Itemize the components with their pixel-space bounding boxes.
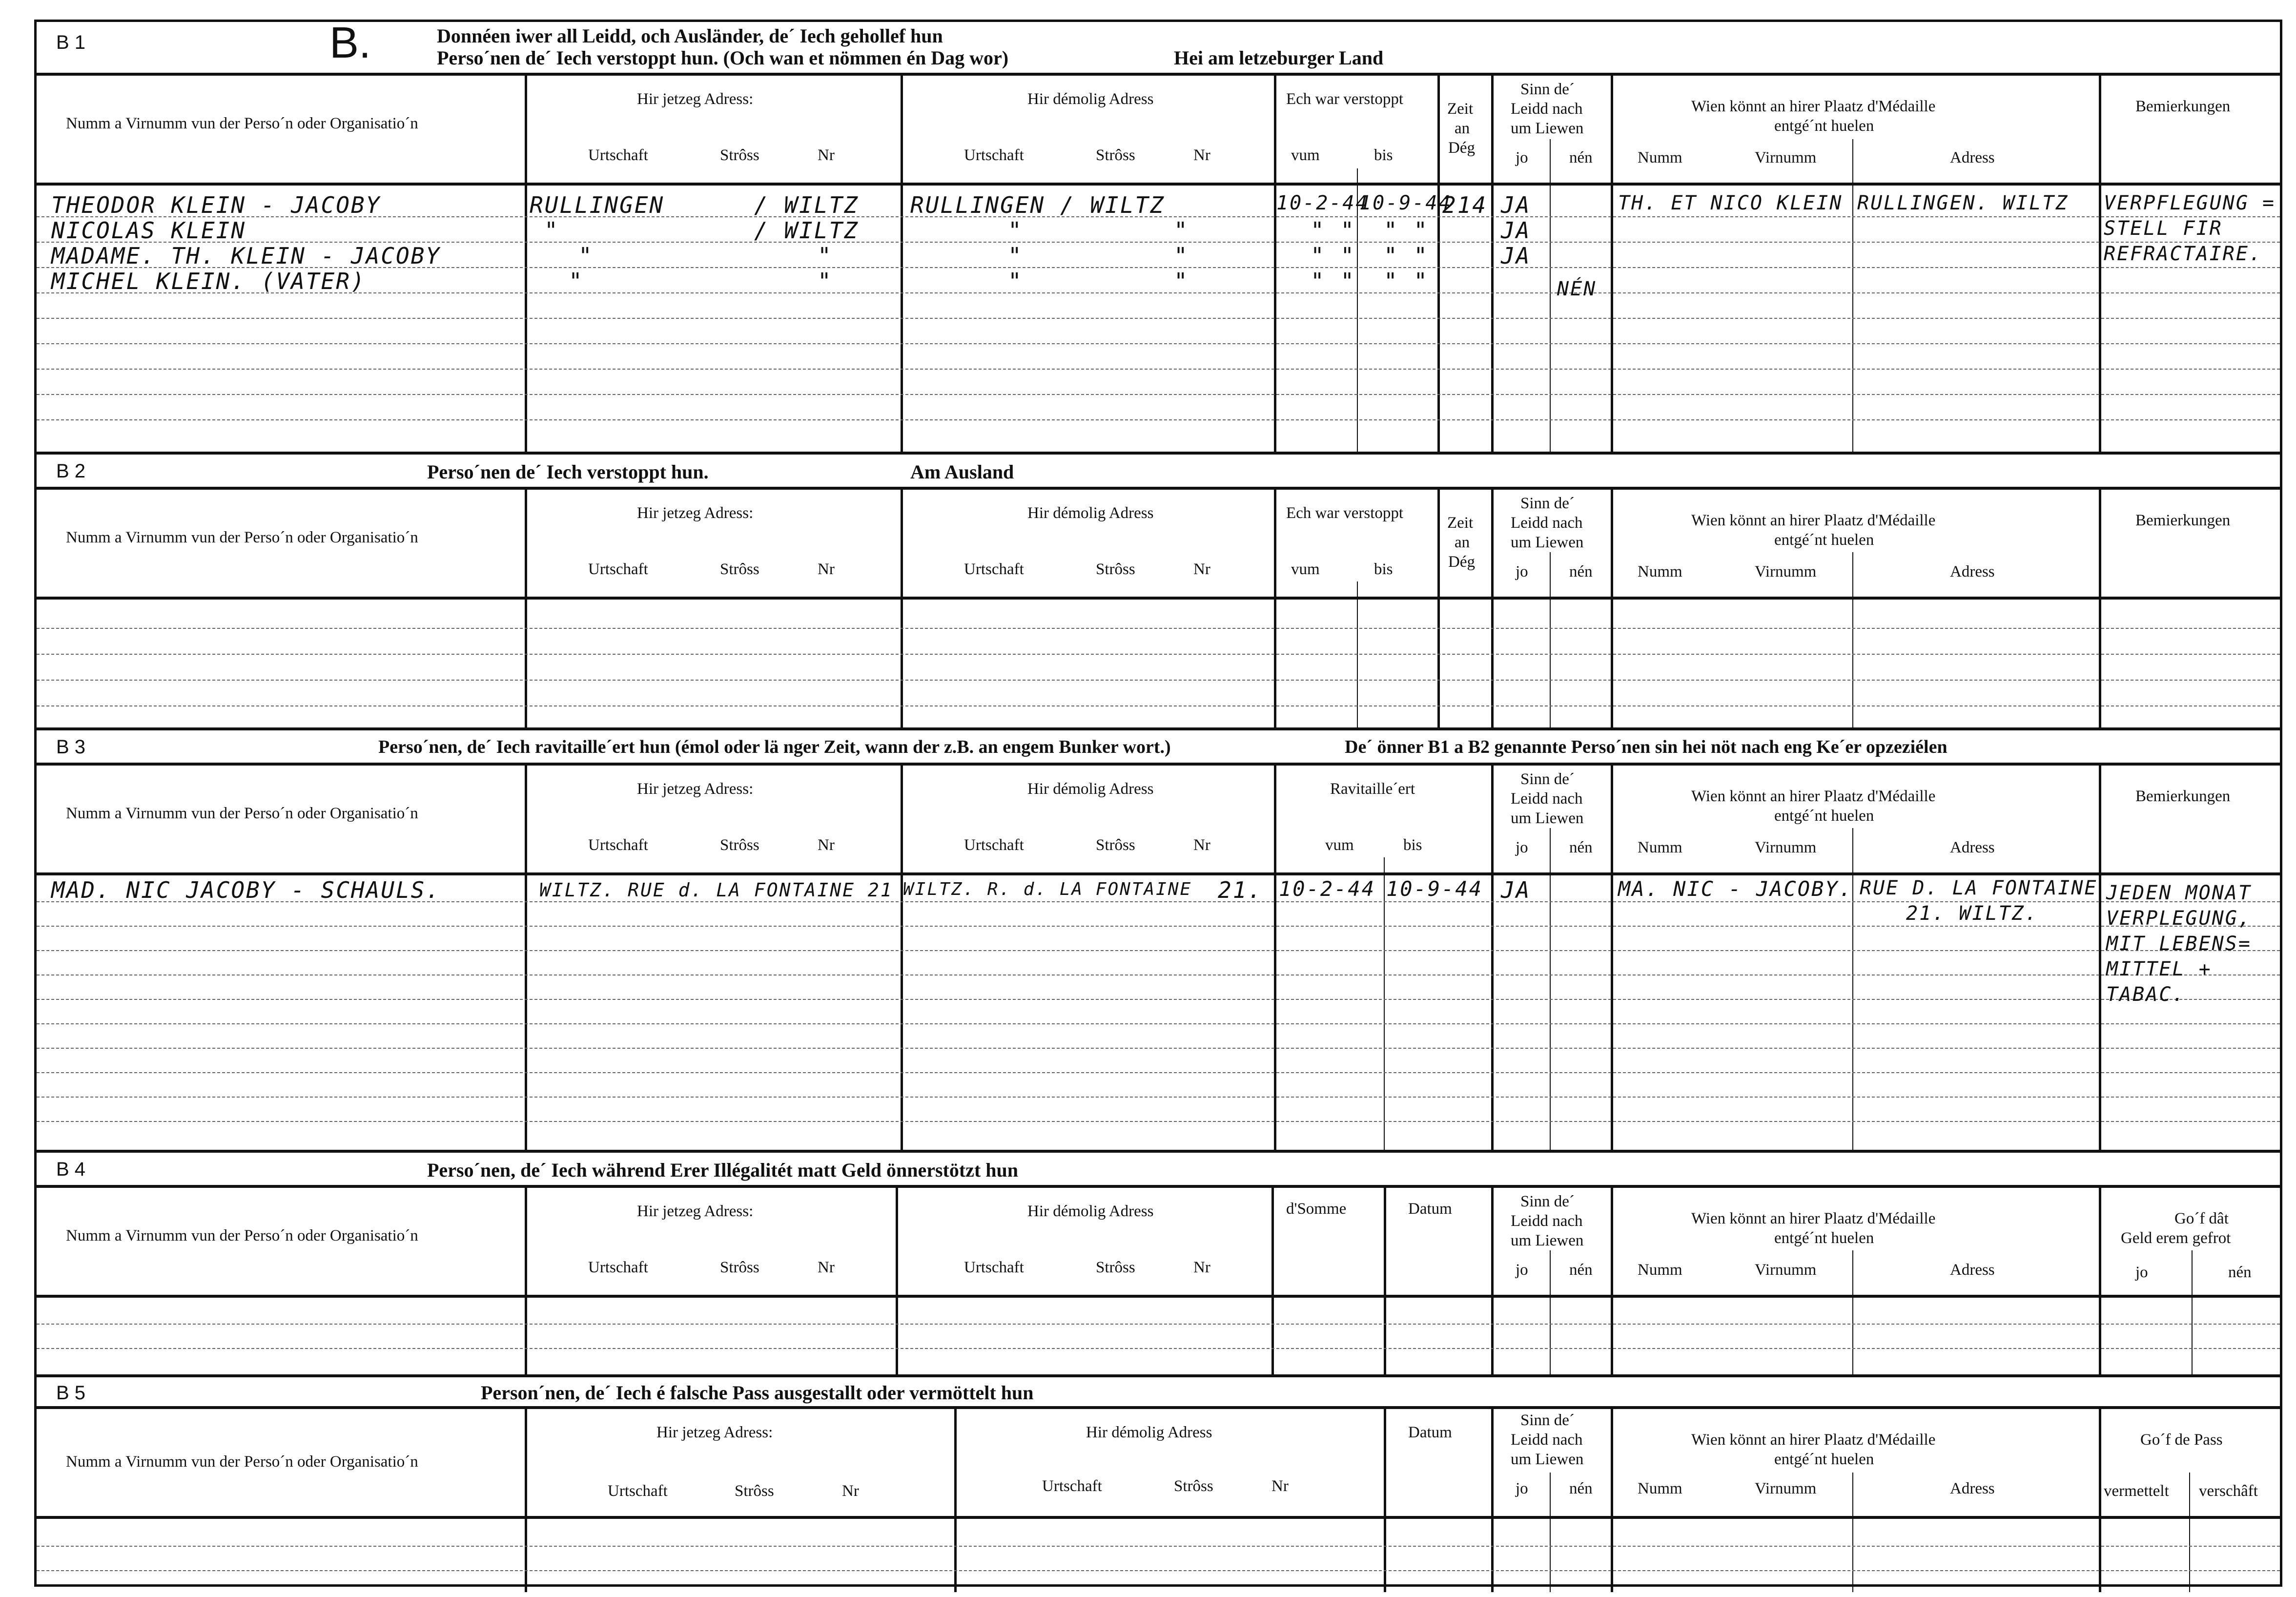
column-divider — [901, 490, 903, 730]
col-firstname-header: Virnumm — [1755, 1261, 1817, 1279]
col-name-header: Numm a Virnumm vun der Perso´n oder Organisatio´n — [66, 529, 418, 546]
remarks: VERPLEGUNG, — [2106, 907, 2252, 930]
days-hidden: 214 — [1442, 192, 1488, 218]
table-row — [37, 926, 2280, 927]
col-yes-header: jo — [1516, 563, 1528, 581]
col-street-header: Strôss — [1096, 1259, 1135, 1276]
col-alive-header: um Liewen — [1511, 120, 1584, 137]
table-row — [37, 292, 2280, 293]
section-subtitle-location: Hei am letzeburger Land — [1174, 47, 1384, 69]
hidden-to: " " — [1384, 217, 1429, 244]
col-yes-header: jo — [1516, 1261, 1528, 1279]
hidden-from: " " — [1311, 217, 1356, 244]
hidden-from: 10-2-44 — [1276, 192, 1369, 214]
section-b3 — [37, 727, 2280, 1150]
col-former-address-header: Hir démolig Adress — [1027, 1203, 1154, 1220]
col-alive-header: um Liewen — [1511, 809, 1584, 827]
medal-recipient-address: 21. WILTZ. — [1906, 902, 2038, 925]
column-divider — [901, 766, 903, 1153]
col-yes-header: jo — [1516, 1480, 1528, 1497]
person-name: MICHEL KLEIN. (VATER) — [51, 268, 366, 294]
col-alive-header: um Liewen — [1511, 1232, 1584, 1249]
section-b3-header — [37, 730, 2280, 766]
table-row — [37, 1023, 2280, 1024]
section-b1 — [37, 19, 2280, 452]
col-no-header: nén — [2228, 1264, 2252, 1281]
col-street-header: Strôss — [1096, 560, 1135, 578]
table-header — [37, 766, 2280, 875]
section-b2-header — [37, 455, 2280, 490]
col-nr-header: Nr — [1193, 560, 1210, 578]
col-mediated-header: vermettelt — [2104, 1482, 2169, 1500]
col-name-header: Numm a Virnumm vun der Perso´n oder Organisatio´n — [66, 1453, 418, 1471]
col-alive-header: Sinn de´ — [1520, 1411, 1575, 1429]
table-row — [37, 1324, 2280, 1325]
col-street-header: Strôss — [1174, 1477, 1213, 1495]
table-row — [37, 343, 2280, 344]
col-street-header: Strôss — [720, 146, 759, 164]
former-town: " — [1008, 217, 1023, 244]
former-town: " — [1008, 268, 1023, 294]
column-divider — [1611, 76, 1613, 452]
col-town-header: Urtschaft — [964, 1259, 1024, 1276]
col-address-header: Adress — [1950, 149, 1995, 166]
column-divider — [1852, 1250, 1853, 1377]
col-alive-header: Leidd nach — [1511, 1431, 1583, 1449]
remarks: JEDEN MONAT — [2106, 882, 2252, 904]
col-sum-header: d'Somme — [1286, 1200, 1347, 1218]
hidden-to: 10-9-44 — [1359, 192, 1452, 214]
column-divider — [1852, 1473, 1853, 1592]
column-divider — [1437, 490, 1440, 730]
hidden-from: " " — [1311, 243, 1356, 269]
col-remarks-header: Bemierkungen — [2135, 512, 2231, 529]
col-medal-header: Wien könnt an hirer Plaatz d'Médaille — [1691, 1431, 1936, 1449]
col-street-header: Strôss — [720, 560, 759, 578]
table-header — [37, 490, 2280, 600]
column-divider — [2099, 76, 2101, 452]
col-alive-header: Leidd nach — [1511, 790, 1583, 808]
remarks: STELL FIR — [2104, 217, 2223, 240]
table-row — [37, 705, 2280, 706]
column-divider — [1437, 76, 1440, 452]
col-alive-header: Sinn de´ — [1520, 1193, 1575, 1210]
alive-yes: JA — [1501, 192, 1531, 218]
col-from-header: vum — [1291, 146, 1320, 164]
table-row — [37, 950, 2280, 951]
col-money-returned-header: Go´f dât — [2174, 1210, 2229, 1227]
col-current-address-header: Hir jetzeg Adress: — [637, 1203, 754, 1220]
table-row — [37, 999, 2280, 1000]
col-no-header: nén — [1569, 1480, 1593, 1497]
col-alive-header: Leidd nach — [1511, 514, 1583, 532]
col-alive-header: Sinn de´ — [1520, 495, 1575, 512]
col-town-header: Urtschaft — [608, 1482, 668, 1500]
col-to-header: bis — [1374, 560, 1393, 578]
form-frame — [34, 20, 2282, 1587]
remarks: MITTEL + — [2106, 958, 2212, 980]
table-row — [37, 1072, 2280, 1073]
current-street: / WILTZ — [754, 217, 859, 244]
column-divider — [1852, 139, 1853, 452]
section-title-location: Am Ausland — [910, 461, 1014, 483]
former-street: " — [1174, 217, 1189, 244]
section-title: Perso´nen, de´ Iech während Erer Illégalitét matt Geld önnerstötzt hun — [427, 1159, 1018, 1181]
section-title: Perso´nen de´ Iech verstoppt hun. — [427, 461, 709, 483]
col-nr-header: Nr — [818, 836, 835, 854]
column-divider — [1611, 1409, 1613, 1592]
column-divider — [525, 1409, 527, 1592]
col-alive-header: Leidd nach — [1511, 1212, 1583, 1230]
col-remarks-header: Bemierkungen — [2135, 788, 2231, 805]
col-hidden-header: Ech war verstoppt — [1286, 90, 1404, 108]
col-nr-header: Nr — [1193, 836, 1210, 854]
col-alive-header: Leidd nach — [1511, 100, 1583, 118]
col-time-header: Dég — [1448, 139, 1475, 157]
col-medal-header: entgé´nt huelen — [1774, 1451, 1874, 1468]
section-subtitle: Perso´nen de´ Iech verstoppt hun. (Och wan et nömmen én Dag wor) — [437, 47, 1009, 69]
column-divider — [525, 76, 527, 452]
column-divider — [901, 76, 903, 452]
column-divider — [1491, 76, 1494, 452]
col-surname-header: Numm — [1638, 1480, 1682, 1497]
remarks: TABAC. — [2106, 983, 2186, 1006]
section-b4 — [37, 1150, 2280, 1374]
col-town-header: Urtschaft — [964, 836, 1024, 854]
col-town-header: Urtschaft — [588, 146, 648, 164]
section-b4-header — [37, 1153, 2280, 1188]
col-former-address-header: Hir démolig Adress — [1086, 1424, 1212, 1441]
col-medal-header: Wien könnt an hirer Plaatz d'Médaille — [1691, 512, 1936, 529]
table-header — [37, 1188, 2280, 1298]
col-name-header: Numm a Virnumm vun der Perso´n oder Organisatio´n — [66, 805, 418, 822]
col-current-address-header: Hir jetzeg Adress: — [637, 90, 754, 108]
col-town-header: Urtschaft — [964, 560, 1024, 578]
col-to-header: bis — [1403, 836, 1422, 854]
current-town: " — [578, 243, 594, 269]
current-street: / WILTZ — [754, 192, 859, 218]
col-yes-header: jo — [1516, 839, 1528, 856]
col-current-address-header: Hir jetzeg Adress: — [637, 780, 754, 798]
col-date-header: Datum — [1408, 1200, 1452, 1218]
person-name: NICOLAS KLEIN — [51, 217, 246, 244]
col-yes-header: jo — [1516, 149, 1528, 166]
col-nr-header: Nr — [842, 1482, 859, 1500]
col-pass-header: Go´f de Pass — [2140, 1431, 2223, 1449]
col-town-header: Urtschaft — [588, 836, 648, 854]
col-surname-header: Numm — [1638, 1261, 1682, 1279]
column-divider — [2099, 490, 2101, 730]
column-divider — [1550, 1473, 1551, 1592]
col-name-header: Numm a Virnumm vun der Perso´n oder Organisatio´n — [66, 1227, 418, 1244]
table-row — [37, 628, 2280, 629]
hidden-to: " " — [1384, 243, 1429, 269]
col-nr-header: Nr — [818, 1259, 835, 1276]
col-from-header: vum — [1325, 836, 1354, 854]
col-no-header: nén — [1569, 1261, 1593, 1279]
col-hidden-header: Ech war verstoppt — [1286, 504, 1404, 522]
section-title: Person´nen, de´ Iech é falsche Pass ausgestallt oder vermöttelt hun — [481, 1382, 1034, 1404]
person-name: MAD. NIC JACOBY - SCHAULS. — [51, 877, 441, 903]
col-date-header: Datum — [1408, 1424, 1452, 1441]
section-b5 — [37, 1374, 2280, 1589]
col-time-header: an — [1455, 534, 1470, 551]
col-street-header: Strôss — [1096, 146, 1135, 164]
medal-recipient-name: TH. ET NICO KLEIN — [1618, 192, 1843, 214]
col-remarks-header: Bemierkungen — [2135, 98, 2231, 115]
column-divider — [1384, 1409, 1386, 1592]
col-nr-header: Nr — [818, 146, 835, 164]
col-address-header: Adress — [1950, 839, 1995, 856]
col-alive-header: um Liewen — [1511, 1451, 1584, 1468]
column-divider — [1491, 1409, 1494, 1592]
column-divider — [1274, 766, 1276, 1153]
col-alive-header: Sinn de´ — [1520, 770, 1575, 788]
medal-recipient-address: RUE D. LA FONTAINE — [1860, 877, 2098, 899]
section-code: B 1 — [56, 32, 86, 53]
table-header — [37, 76, 2280, 186]
col-nr-header: Nr — [818, 560, 835, 578]
col-former-address-header: Hir démolig Adress — [1027, 504, 1154, 522]
col-time-header: Dég — [1448, 553, 1475, 571]
col-town-header: Urtschaft — [1042, 1477, 1102, 1495]
current-town: " — [569, 268, 584, 294]
col-medal-header: entgé´nt huelen — [1774, 1229, 1874, 1247]
col-no-header: nén — [1569, 563, 1593, 581]
column-divider — [954, 1409, 957, 1592]
alive-no: NÉN — [1557, 278, 1597, 300]
col-former-address-header: Hir démolig Adress — [1027, 780, 1154, 798]
section-code: B 5 — [56, 1382, 86, 1404]
col-money-returned-header: Geld erem gefrot — [2121, 1229, 2231, 1247]
section-b1-header — [37, 19, 2280, 76]
form-letter: B. — [329, 19, 371, 67]
col-medal-header: Wien könnt an hirer Plaatz d'Médaille — [1691, 98, 1936, 115]
remarks: MIT LEBENS= — [2106, 933, 2252, 955]
col-address-header: Adress — [1950, 563, 1995, 581]
table-header — [37, 1409, 2280, 1519]
alive-yes: JA — [1501, 877, 1531, 903]
col-firstname-header: Virnumm — [1755, 563, 1817, 581]
table-row — [37, 1048, 2280, 1049]
remarks: VERPFLEGUNG = — [2104, 192, 2276, 214]
section-note: De´ önner B1 a B2 genannte Perso´nen sin hei nöt nach eng Ke´er opzeziélen — [1345, 737, 1948, 757]
table-row — [37, 394, 2280, 395]
section-title: Donnéen iwer all Leidd, och Ausländer, de´ Iech gehollef hun — [437, 25, 943, 47]
current-town: " — [544, 217, 559, 244]
table-row — [37, 1121, 2280, 1122]
col-street-header: Strôss — [720, 836, 759, 854]
col-time-header: Zeit — [1447, 100, 1474, 118]
col-time-header: an — [1455, 120, 1470, 137]
table-row — [37, 680, 2280, 681]
col-firstname-header: Virnumm — [1755, 1480, 1817, 1497]
col-street-header: Strôss — [1096, 836, 1135, 854]
table-row — [37, 369, 2280, 370]
col-current-address-header: Hir jetzeg Adress: — [637, 504, 754, 522]
section-code: B 3 — [56, 736, 86, 758]
col-medal-header: entgé´nt huelen — [1774, 531, 1874, 549]
medal-recipient-name: MA. NIC - JACOBY. — [1618, 877, 1853, 901]
col-current-address-header: Hir jetzeg Adress: — [656, 1424, 773, 1441]
col-surname-header: Numm — [1638, 563, 1682, 581]
col-nr-header: Nr — [1193, 146, 1210, 164]
col-firstname-header: Virnumm — [1755, 149, 1817, 166]
current-address: WILTZ. RUE d. LA FONTAINE 21 — [539, 879, 893, 901]
col-street-header: Strôss — [735, 1482, 774, 1500]
former-address: RULLINGEN / WILTZ — [910, 192, 1165, 218]
col-town-header: Urtschaft — [964, 146, 1024, 164]
remarks: REFRACTAIRE. — [2104, 243, 2262, 265]
person-name: THEODOR KLEIN - JACOBY — [51, 192, 381, 218]
col-nr-header: Nr — [1271, 1477, 1289, 1495]
section-b5-header — [37, 1377, 2280, 1409]
column-divider — [1611, 766, 1613, 1153]
table-row — [37, 1097, 2280, 1098]
col-no-header: nén — [1569, 149, 1593, 166]
current-street: " — [818, 268, 833, 294]
column-divider — [1550, 828, 1551, 1153]
medal-recipient-address: RULLINGEN. WILTZ — [1857, 192, 2069, 214]
column-divider — [1550, 139, 1551, 452]
col-firstname-header: Virnumm — [1755, 839, 1817, 856]
alive-yes: JA — [1501, 217, 1531, 244]
col-from-header: vum — [1291, 560, 1320, 578]
column-divider — [1491, 766, 1494, 1153]
col-medal-header: Wien könnt an hirer Plaatz d'Médaille — [1691, 1210, 1936, 1227]
col-yes-header: jo — [2135, 1264, 2148, 1281]
col-nr-header: Nr — [1193, 1259, 1210, 1276]
col-made-header: verschâft — [2199, 1482, 2258, 1500]
column-divider — [1274, 490, 1276, 730]
former-street: " — [1174, 268, 1189, 294]
col-surname-header: Numm — [1638, 839, 1682, 856]
former-street: " — [1174, 243, 1189, 269]
col-name-header: Numm a Virnumm vun der Perso´n oder Organisatio´n — [66, 115, 418, 132]
column-divider — [1550, 552, 1551, 730]
column-divider — [1852, 552, 1853, 730]
col-to-header: bis — [1374, 146, 1393, 164]
col-address-header: Adress — [1950, 1480, 1995, 1497]
former-address: WILTZ. R. d. LA FONTAINE — [903, 879, 1192, 899]
col-no-header: nén — [1569, 839, 1593, 856]
table-row — [37, 1546, 2280, 1547]
current-town: RULLINGEN — [530, 192, 665, 218]
col-street-header: Strôss — [720, 1259, 759, 1276]
col-town-header: Urtschaft — [588, 560, 648, 578]
hidden-from: " " — [1311, 268, 1356, 294]
col-supplied-header: Ravitaille´ert — [1330, 780, 1415, 798]
column-divider — [1611, 490, 1613, 730]
table-row — [37, 654, 2280, 655]
current-street: " — [818, 243, 833, 269]
col-alive-header: um Liewen — [1511, 534, 1584, 551]
col-address-header: Adress — [1950, 1261, 1995, 1279]
supplied-to: 10-9-44 — [1386, 877, 1483, 901]
col-surname-header: Numm — [1638, 149, 1682, 166]
col-medal-header: entgé´nt huelen — [1774, 807, 1874, 825]
column-divider — [525, 490, 527, 730]
col-alive-header: Sinn de´ — [1520, 81, 1575, 98]
former-nr: 21. — [1218, 877, 1263, 903]
table-row — [37, 1348, 2280, 1349]
column-divider — [2099, 1409, 2101, 1592]
hidden-to: " " — [1384, 268, 1429, 294]
section-code: B 4 — [56, 1159, 86, 1180]
person-name: MADAME. TH. KLEIN - JACOBY — [51, 243, 441, 269]
column-divider — [2192, 1250, 2193, 1377]
table-row — [37, 318, 2280, 319]
column-divider — [1550, 1250, 1551, 1377]
col-medal-header: entgé´nt huelen — [1774, 117, 1874, 135]
col-time-header: Zeit — [1447, 514, 1474, 532]
table-row — [37, 419, 2280, 420]
supplied-from: 10-2-44 — [1279, 877, 1376, 901]
section-b2 — [37, 452, 2280, 727]
col-former-address-header: Hir démolig Adress — [1027, 90, 1154, 108]
alive-yes: JA — [1501, 243, 1531, 269]
column-divider — [1274, 76, 1276, 452]
column-divider — [1491, 490, 1494, 730]
section-code: B 2 — [56, 460, 86, 482]
col-town-header: Urtschaft — [588, 1259, 648, 1276]
former-town: " — [1008, 243, 1023, 269]
column-divider — [2099, 766, 2101, 1153]
table-row — [37, 1570, 2280, 1571]
column-divider — [2189, 1473, 2190, 1592]
column-divider — [1357, 581, 1358, 730]
column-divider — [525, 766, 527, 1153]
section-title: Perso´nen, de´ Iech ravitaille´ert hun (émol oder lä nger Zeit, wann der z.B. an engem Bunker wort.) — [378, 737, 1171, 757]
col-medal-header: Wien könnt an hirer Plaatz d'Médaille — [1691, 788, 1936, 805]
